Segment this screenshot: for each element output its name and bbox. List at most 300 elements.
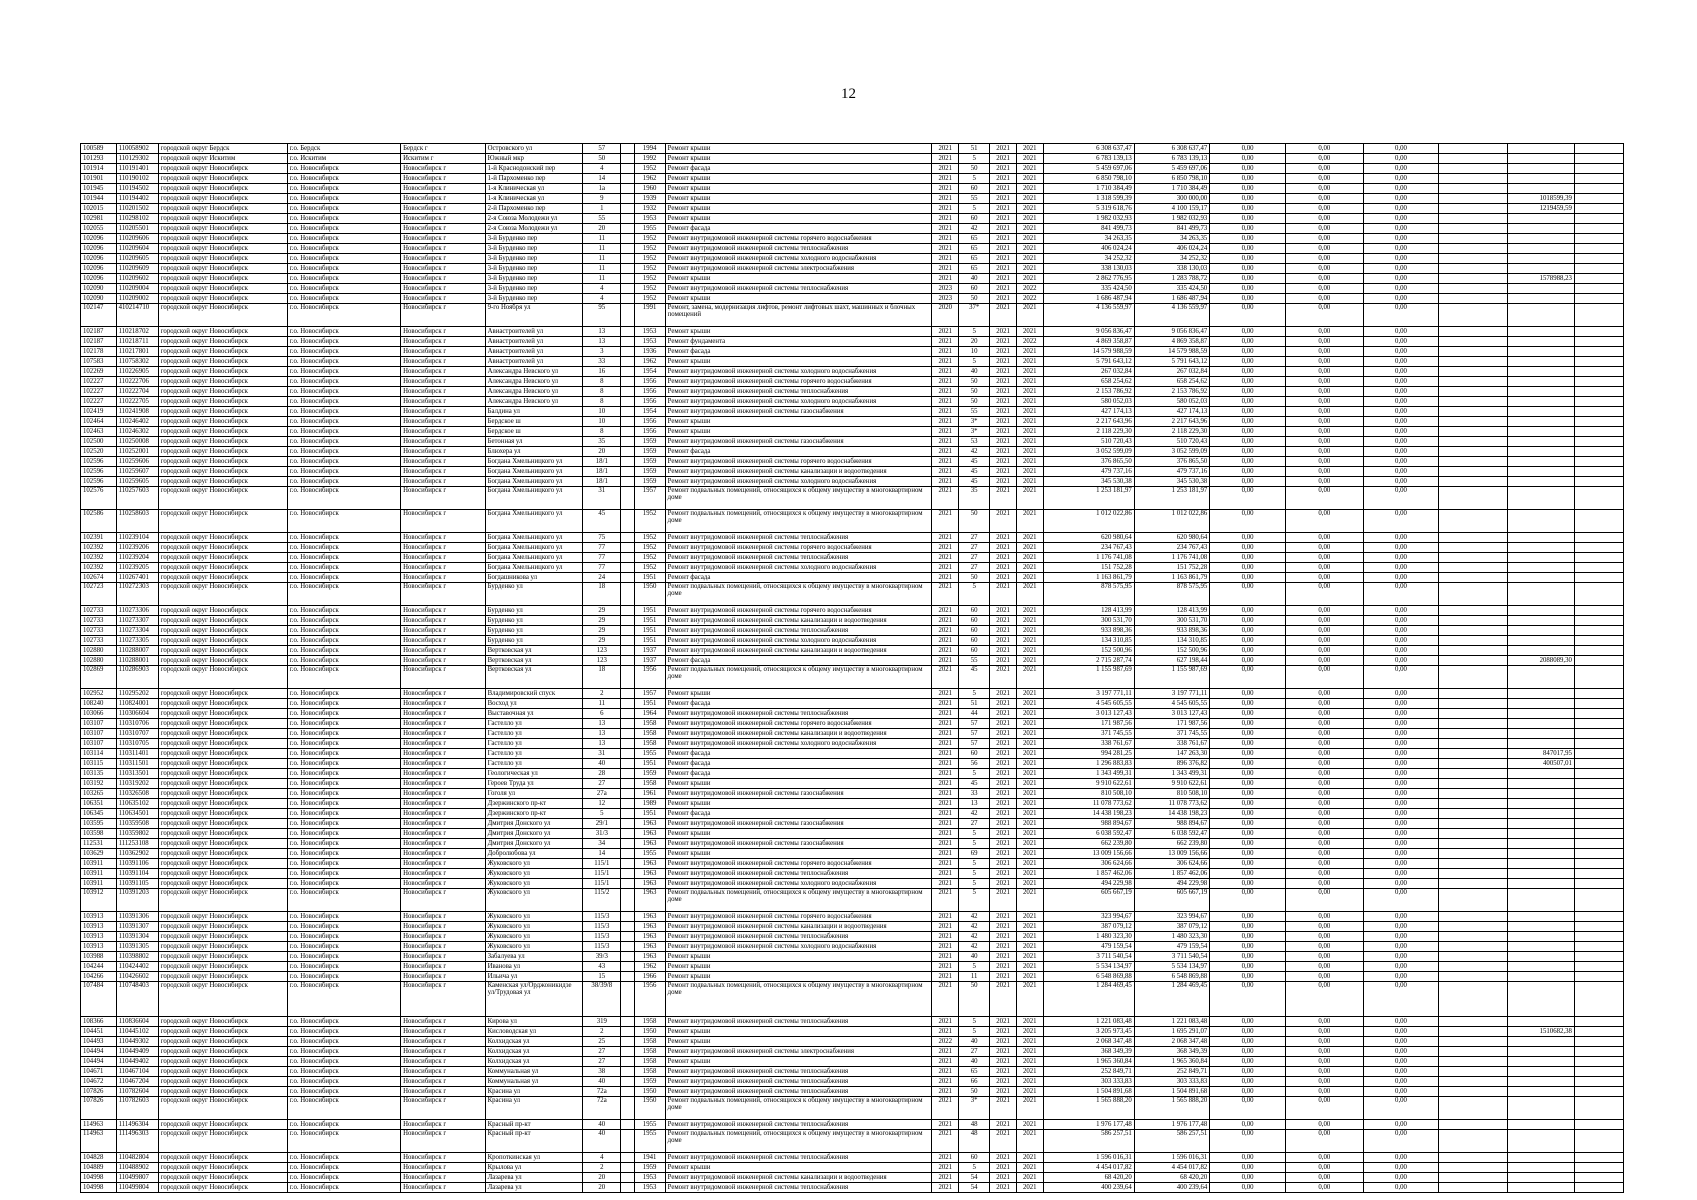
cell-fund-cost: 5 534 134,97: [1134, 962, 1210, 972]
cell-regional-funds: 0,00: [1285, 487, 1363, 510]
cell-start-year: 2021: [990, 264, 1017, 274]
cell-item-code: 110273307: [116, 616, 158, 626]
cell-wear: 33: [959, 789, 990, 799]
cell-local-funds: 0,00: [1363, 729, 1439, 739]
cell-regional-funds: 0,00: [1285, 1057, 1363, 1067]
cell-house-number: 13: [583, 337, 621, 347]
cell-municipality: городской округ Новосибирск: [158, 636, 287, 646]
cell-wear: 60: [959, 284, 990, 294]
cell-fund-cost: 1 480 323,30: [1134, 932, 1210, 942]
cell-locality: Новосибирск г: [401, 457, 485, 467]
cell-local-funds: 0,00: [1363, 849, 1439, 859]
cell-district-abbr: г.о. Новосибирск: [287, 1037, 400, 1047]
table-row: [81, 962, 1624, 972]
table-row: [81, 879, 1624, 889]
cell-other-funds: [1508, 779, 1575, 789]
cell-wear: 50: [959, 397, 990, 407]
cell-locality: Новосибирск г: [401, 194, 485, 204]
cell-other-funds: [1508, 709, 1575, 719]
table-row: [81, 1130, 1624, 1153]
cell-fund-cost: 1 343 499,31: [1134, 769, 1210, 779]
cell-municipality: городской округ Новосибирск: [158, 729, 287, 739]
cell-house-id: 103066: [81, 709, 117, 719]
cell-municipality: городской округ Новосибирск: [158, 1153, 287, 1163]
cell-other-funds: [1508, 553, 1575, 563]
cell-building: [621, 709, 634, 719]
cell-locality: Новосибирск г: [401, 799, 485, 809]
cell-total-cost: 988 894,67: [1043, 819, 1134, 829]
cell-fund-cost: 252 849,71: [1134, 1067, 1210, 1077]
cell-year-built: 1963: [634, 829, 665, 839]
cell-total-cost: 335 424,50: [1043, 284, 1134, 294]
cell-building: [621, 357, 634, 367]
cell-year-built: 1959: [634, 1163, 665, 1173]
cell-locality: Новосибирск г: [401, 1077, 485, 1087]
cell-building: [621, 1047, 634, 1057]
cell-building: [621, 849, 634, 859]
table-row: [81, 1017, 1624, 1027]
cell-federal-funds: 0,00: [1210, 859, 1286, 869]
cell-district-abbr: г.о. Новосибирск: [287, 922, 400, 932]
cell-house-id: 103913: [81, 922, 117, 932]
cell-start-year: 2021: [990, 719, 1017, 729]
cell-district-abbr: г.о. Новосибирск: [287, 912, 400, 922]
cell-municipality: городской округ Новосибирск: [158, 264, 287, 274]
cell-building: [621, 666, 634, 689]
cell-municipality: городской округ Новосибирск: [158, 337, 287, 347]
cell-federal-funds: 0,00: [1210, 819, 1286, 829]
cell-owner-funds: [1439, 477, 1508, 487]
cell-item-code: 110499804: [116, 1183, 158, 1193]
cell-wear: 13: [959, 799, 990, 809]
cell-local-funds: 0,00: [1363, 699, 1439, 709]
cell-year-planned: 2021: [932, 204, 959, 214]
cell-work-type: Ремонт крыши: [665, 952, 932, 962]
cell-owner-funds: [1439, 829, 1508, 839]
cell-house-number: 11: [583, 234, 621, 244]
cell-owner-funds: [1439, 1017, 1508, 1027]
cell-house-number: 6: [583, 709, 621, 719]
cell-locality: Новосибирск г: [401, 1067, 485, 1077]
cell-federal-funds: 0,00: [1210, 417, 1286, 427]
cell-street: Жуковского ул: [485, 889, 583, 912]
cell-year-built: 1952: [634, 244, 665, 254]
cell-work-type: Ремонт внутридомовой инженерной системы канализации и водоотведения: [665, 729, 932, 739]
cell-municipality: городской округ Новосибирск: [158, 583, 287, 606]
cell-blank: [1574, 1087, 1623, 1097]
cell-regional-funds: 0,00: [1285, 573, 1363, 583]
cell-wear: 42: [959, 912, 990, 922]
cell-year-built: 1958: [634, 1017, 665, 1027]
table-row: [81, 1077, 1624, 1087]
cell-item-code: 110326508: [116, 789, 158, 799]
cell-building: [621, 1130, 634, 1153]
cell-locality: Искитим г: [401, 154, 485, 164]
cell-regional-funds: 0,00: [1285, 739, 1363, 749]
cell-item-code: 110239206: [116, 543, 158, 553]
cell-local-funds: 0,00: [1363, 1130, 1439, 1153]
cell-end-year: 2021: [1016, 204, 1043, 214]
cell-building: [621, 244, 634, 254]
cell-item-code: 110246302: [116, 427, 158, 437]
cell-municipality: городской округ Новосибирск: [158, 174, 287, 184]
cell-item-code: 110273304: [116, 626, 158, 636]
cell-street: 1-я Клиническая ул: [485, 184, 583, 194]
cell-fund-cost: 306 624,66: [1134, 859, 1210, 869]
cell-street: Блюхера ул: [485, 447, 583, 457]
cell-regional-funds: 0,00: [1285, 214, 1363, 224]
cell-fund-cost: 6 308 637,47: [1134, 144, 1210, 154]
table-row: [81, 204, 1624, 214]
cell-owner-funds: [1439, 174, 1508, 184]
cell-start-year: 2021: [990, 809, 1017, 819]
cell-other-funds: [1508, 1057, 1575, 1067]
cell-year-built: 1963: [634, 922, 665, 932]
cell-total-cost: 5 534 134,97: [1043, 962, 1134, 972]
cell-start-year: 2021: [990, 1163, 1017, 1173]
cell-fund-cost: 234 767,43: [1134, 543, 1210, 553]
cell-end-year: 2021: [1016, 1130, 1043, 1153]
cell-house-number: 20: [583, 1173, 621, 1183]
cell-district-abbr: г.о. Новосибирск: [287, 729, 400, 739]
cell-year-built: 1958: [634, 1057, 665, 1067]
cell-end-year: 2021: [1016, 952, 1043, 962]
cell-house-number: 77: [583, 563, 621, 573]
cell-wear: 20: [959, 337, 990, 347]
cell-owner-funds: [1439, 666, 1508, 689]
cell-end-year: 2021: [1016, 789, 1043, 799]
cell-regional-funds: 0,00: [1285, 387, 1363, 397]
cell-end-year: 2021: [1016, 327, 1043, 337]
cell-other-funds: [1508, 1017, 1575, 1027]
cell-total-cost: 1 965 360,84: [1043, 1057, 1134, 1067]
cell-end-year: 2021: [1016, 982, 1043, 1017]
cell-federal-funds: 0,00: [1210, 809, 1286, 819]
cell-house-id: 104998: [81, 1183, 117, 1193]
cell-owner-funds: [1439, 254, 1508, 264]
cell-municipality: городской округ Новосибирск: [158, 347, 287, 357]
cell-local-funds: 0,00: [1363, 1153, 1439, 1163]
cell-other-funds: 1018599,39: [1508, 194, 1575, 204]
cell-local-funds: 0,00: [1363, 447, 1439, 457]
cell-total-cost: 338 761,67: [1043, 739, 1134, 749]
cell-end-year: 2021: [1016, 699, 1043, 709]
cell-start-year: 2021: [990, 194, 1017, 204]
cell-district-abbr: г.о. Новосибирск: [287, 1087, 400, 1097]
cell-blank: [1574, 759, 1623, 769]
cell-item-code: 110482804: [116, 1153, 158, 1163]
cell-year-built: 1958: [634, 1047, 665, 1057]
cell-start-year: 2021: [990, 1097, 1017, 1120]
cell-year-planned: 2021: [932, 367, 959, 377]
cell-house-id: 102187: [81, 337, 117, 347]
cell-building: [621, 912, 634, 922]
cell-regional-funds: 0,00: [1285, 889, 1363, 912]
cell-local-funds: 0,00: [1363, 1087, 1439, 1097]
cell-total-cost: 1 284 469,45: [1043, 982, 1134, 1017]
cell-work-type: Ремонт внутридомовой инженерной системы теплоснабжения: [665, 709, 932, 719]
cell-wear: 40: [959, 1037, 990, 1047]
cell-street: Забалуева ул: [485, 952, 583, 962]
cell-locality: Новосибирск г: [401, 437, 485, 447]
cell-federal-funds: 0,00: [1210, 829, 1286, 839]
cell-fund-cost: 3 711 540,54: [1134, 952, 1210, 962]
cell-other-funds: [1508, 1183, 1575, 1193]
cell-wear: 3*: [959, 427, 990, 437]
cell-end-year: 2021: [1016, 164, 1043, 174]
cell-total-cost: 3 197 771,11: [1043, 689, 1134, 699]
cell-federal-funds: 0,00: [1210, 749, 1286, 759]
cell-item-code: 110194402: [116, 194, 158, 204]
cell-local-funds: 0,00: [1363, 417, 1439, 427]
cell-start-year: 2021: [990, 357, 1017, 367]
cell-local-funds: 0,00: [1363, 397, 1439, 407]
cell-blank: [1574, 573, 1623, 583]
cell-total-cost: 128 413,99: [1043, 606, 1134, 616]
cell-blank: [1574, 626, 1623, 636]
cell-work-type: Ремонт подвальных помещений, относящихся к общему имуществу в многоквартирном доме: [665, 889, 932, 912]
cell-start-year: 2021: [990, 1173, 1017, 1183]
cell-municipality: городской округ Новосибирск: [158, 284, 287, 294]
cell-year-planned: 2021: [932, 1057, 959, 1067]
cell-municipality: городской округ Новосибирск: [158, 304, 287, 327]
cell-federal-funds: 0,00: [1210, 407, 1286, 417]
cell-total-cost: 5 319 618,76: [1043, 204, 1134, 214]
cell-total-cost: 6 308 637,47: [1043, 144, 1134, 154]
cell-house-id: 102187: [81, 327, 117, 337]
cell-street: Красный пр-кт: [485, 1130, 583, 1153]
cell-item-code: 110310707: [116, 729, 158, 739]
cell-municipality: городской округ Новосибирск: [158, 699, 287, 709]
cell-locality: Новосибирск г: [401, 789, 485, 799]
cell-year-built: 1952: [634, 164, 665, 174]
cell-work-type: Ремонт крыши: [665, 799, 932, 809]
cell-building: [621, 194, 634, 204]
cell-house-number: 2: [583, 1027, 621, 1037]
table-row: [81, 214, 1624, 224]
cell-fund-cost: 371 745,55: [1134, 729, 1210, 739]
cell-start-year: 2021: [990, 1077, 1017, 1087]
cell-house-number: 25: [583, 1037, 621, 1047]
cell-local-funds: 0,00: [1363, 563, 1439, 573]
cell-owner-funds: [1439, 709, 1508, 719]
cell-building: [621, 606, 634, 616]
cell-locality: Новосибирск г: [401, 636, 485, 646]
cell-item-code: 110250008: [116, 437, 158, 447]
cell-building: [621, 174, 634, 184]
cell-year-built: 1954: [634, 407, 665, 417]
cell-fund-cost: 4 869 358,87: [1134, 337, 1210, 347]
cell-district-abbr: г.о. Новосибирск: [287, 1173, 400, 1183]
cell-locality: Новосибирск г: [401, 1183, 485, 1193]
cell-local-funds: 0,00: [1363, 606, 1439, 616]
cell-owner-funds: [1439, 264, 1508, 274]
cell-federal-funds: 0,00: [1210, 952, 1286, 962]
cell-year-built: 1951: [634, 573, 665, 583]
cell-year-built: 1956: [634, 982, 665, 1017]
cell-wear: 65: [959, 244, 990, 254]
cell-municipality: городской округ Новосибирск: [158, 829, 287, 839]
cell-year-built: 1941: [634, 1153, 665, 1163]
cell-total-cost: 252 849,71: [1043, 1067, 1134, 1077]
cell-district-abbr: г.о. Новосибирск: [287, 972, 400, 982]
cell-owner-funds: [1439, 972, 1508, 982]
cell-end-year: 2021: [1016, 889, 1043, 912]
cell-local-funds: 0,00: [1363, 912, 1439, 922]
cell-district-abbr: г.о. Новосибирск: [287, 1153, 400, 1163]
cell-house-id: 101944: [81, 194, 117, 204]
cell-municipality: городской округ Новосибирск: [158, 962, 287, 972]
cell-end-year: 2021: [1016, 264, 1043, 274]
cell-municipality: городской округ Новосибирск: [158, 616, 287, 626]
cell-municipality: городской округ Искитим: [158, 154, 287, 164]
cell-wear: 5: [959, 689, 990, 699]
cell-wear: 48: [959, 1130, 990, 1153]
cell-street: Балдина ул: [485, 407, 583, 417]
cell-district-abbr: г.о. Новосибирск: [287, 789, 400, 799]
cell-house-id: 102733: [81, 616, 117, 626]
cell-total-cost: 580 052,03: [1043, 397, 1134, 407]
cell-total-cost: 841 499,73: [1043, 224, 1134, 234]
cell-other-funds: [1508, 1163, 1575, 1173]
cell-item-code: 110209605: [116, 254, 158, 264]
cell-municipality: городской округ Новосибирск: [158, 533, 287, 543]
cell-total-cost: 303 333,83: [1043, 1077, 1134, 1087]
cell-house-number: 115/3: [583, 932, 621, 942]
cell-house-id: 102392: [81, 553, 117, 563]
cell-year-built: 1952: [634, 543, 665, 553]
cell-start-year: 2021: [990, 533, 1017, 543]
cell-street: Гастелло ул: [485, 719, 583, 729]
cell-fund-cost: 4 454 017,82: [1134, 1163, 1210, 1173]
cell-district-abbr: г.о. Новосибирск: [287, 1097, 400, 1120]
cell-total-cost: 4 136 559,97: [1043, 304, 1134, 327]
cell-municipality: городской округ Новосибирск: [158, 254, 287, 264]
cell-blank: [1574, 224, 1623, 234]
cell-house-number: 27: [583, 1047, 621, 1057]
cell-district-abbr: г.о. Новосибирск: [287, 889, 400, 912]
cell-street: 3-й Бурденко пер: [485, 254, 583, 264]
cell-wear: 5: [959, 154, 990, 164]
cell-federal-funds: 0,00: [1210, 244, 1286, 254]
cell-owner-funds: [1439, 942, 1508, 952]
cell-owner-funds: [1439, 789, 1508, 799]
cell-building: [621, 1017, 634, 1027]
cell-district-abbr: г.о. Новосибирск: [287, 606, 400, 616]
cell-item-code: 110209602: [116, 274, 158, 284]
cell-work-type: Ремонт внутридомовой инженерной системы холодного водоснабжения: [665, 879, 932, 889]
cell-locality: Новосибирск г: [401, 962, 485, 972]
cell-fund-cost: 338 130,03: [1134, 264, 1210, 274]
cell-owner-funds: [1439, 982, 1508, 1017]
cell-locality: Новосибирск г: [401, 407, 485, 417]
cell-district-abbr: г.о. Новосибирск: [287, 533, 400, 543]
cell-wear: 40: [959, 952, 990, 962]
cell-work-type: Ремонт подвальных помещений, относящихся к общему имуществу в многоквартирном доме: [665, 1097, 932, 1120]
cell-total-cost: 323 994,67: [1043, 912, 1134, 922]
cell-item-code: 110246402: [116, 417, 158, 427]
cell-total-cost: 9 056 836,47: [1043, 327, 1134, 337]
cell-district-abbr: г.о. Новосибирск: [287, 739, 400, 749]
cell-house-id: 102596: [81, 477, 117, 487]
cell-end-year: 2021: [1016, 174, 1043, 184]
cell-fund-cost: 1 283 788,72: [1134, 274, 1210, 284]
cell-street: Владимировский спуск: [485, 689, 583, 699]
cell-district-abbr: г.о. Новосибирск: [287, 510, 400, 533]
cell-total-cost: 1 686 487,94: [1043, 294, 1134, 304]
cell-owner-funds: [1439, 214, 1508, 224]
cell-municipality: городской округ Новосибирск: [158, 1130, 287, 1153]
cell-house-number: 72а: [583, 1097, 621, 1120]
cell-federal-funds: 0,00: [1210, 699, 1286, 709]
cell-building: [621, 1153, 634, 1163]
cell-building: [621, 962, 634, 972]
cell-house-id: 102520: [81, 447, 117, 457]
cell-locality: Новосибирск г: [401, 284, 485, 294]
cell-street: Гастелло ул: [485, 739, 583, 749]
cell-locality: Новосибирск г: [401, 294, 485, 304]
cell-owner-funds: [1439, 367, 1508, 377]
cell-building: [621, 543, 634, 553]
cell-owner-funds: [1439, 606, 1508, 616]
cell-municipality: городской округ Новосибирск: [158, 543, 287, 553]
cell-fund-cost: 9 056 836,47: [1134, 327, 1210, 337]
cell-local-funds: 0,00: [1363, 357, 1439, 367]
cell-local-funds: 0,00: [1363, 487, 1439, 510]
cell-start-year: 2021: [990, 606, 1017, 616]
cell-item-code: 110252001: [116, 447, 158, 457]
cell-year-planned: 2021: [932, 457, 959, 467]
cell-wear: 65: [959, 254, 990, 264]
cell-street: Жуковского ул: [485, 879, 583, 889]
cell-owner-funds: [1439, 397, 1508, 407]
cell-fund-cost: 6 038 592,47: [1134, 829, 1210, 839]
cell-fund-cost: 1 155 987,69: [1134, 666, 1210, 689]
cell-total-cost: 3 711 540,54: [1043, 952, 1134, 962]
cell-year-planned: 2021: [932, 1017, 959, 1027]
cell-building: [621, 889, 634, 912]
cell-work-type: Ремонт внутридомовой инженерной системы холодного водоснабжения: [665, 367, 932, 377]
cell-street: Авиастроителей ул: [485, 347, 583, 357]
cell-wear: 5: [959, 889, 990, 912]
cell-total-cost: 406 024,24: [1043, 244, 1134, 254]
cell-total-cost: 345 530,38: [1043, 477, 1134, 487]
cell-total-cost: 6 783 139,13: [1043, 154, 1134, 164]
cell-municipality: городской округ Новосибирск: [158, 377, 287, 387]
table-row: [81, 533, 1624, 543]
cell-municipality: городской округ Новосибирск: [158, 869, 287, 879]
cell-year-planned: 2021: [932, 962, 959, 972]
cell-end-year: 2021: [1016, 879, 1043, 889]
cell-year-planned: 2021: [932, 922, 959, 932]
cell-year-planned: 2021: [932, 264, 959, 274]
cell-house-number: 29: [583, 606, 621, 616]
cell-locality: Новосибирск г: [401, 666, 485, 689]
cell-work-type: Ремонт крыши: [665, 154, 932, 164]
cell-start-year: 2021: [990, 377, 1017, 387]
cell-item-code: 110190102: [116, 174, 158, 184]
table-row: [81, 543, 1624, 553]
cell-year-built: 1956: [634, 666, 665, 689]
cell-year-built: 1950: [634, 583, 665, 606]
cell-house-id: 102096: [81, 244, 117, 254]
cell-district-abbr: г.о. Новосибирск: [287, 1077, 400, 1087]
cell-work-type: Ремонт внутридомовой инженерной системы газоснабжения: [665, 437, 932, 447]
cell-total-cost: 662 239,80: [1043, 839, 1134, 849]
cell-blank: [1574, 719, 1623, 729]
cell-blank: [1574, 982, 1623, 1017]
cell-work-type: Ремонт фасада: [665, 749, 932, 759]
